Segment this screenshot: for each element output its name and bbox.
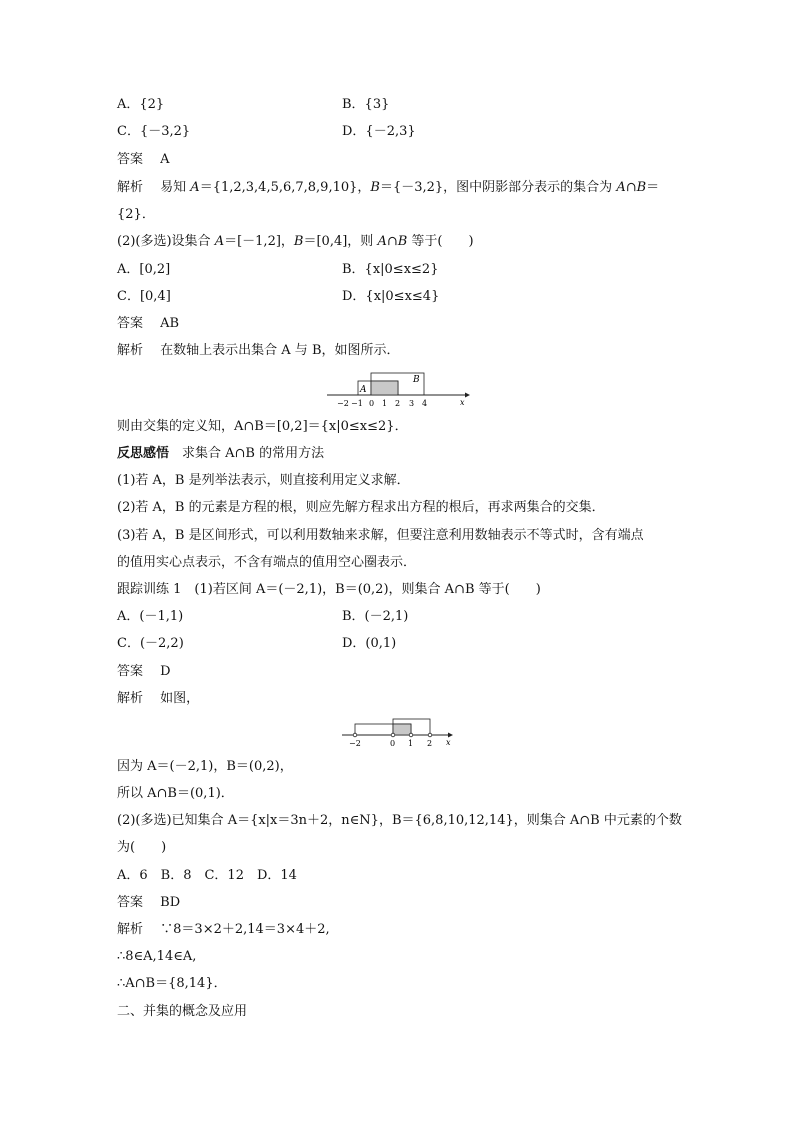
reflection-subtitle: 求集合 A∩B 的常用方法 xyxy=(169,446,325,461)
axis-label: x xyxy=(460,398,465,407)
q2-stem xyxy=(117,233,474,251)
answer-label: 答案 xyxy=(117,316,144,331)
practice-analysis xyxy=(117,690,199,708)
intersection-shade xyxy=(371,381,398,395)
text: ＝[－1,2]， xyxy=(224,234,294,249)
practice-option-c: C．(－2,2) xyxy=(117,636,184,651)
q2-analysis xyxy=(117,342,400,360)
open-endpoint xyxy=(428,733,432,737)
analysis-label: 解析 xyxy=(117,691,144,706)
text: (2)(多选)设集合 xyxy=(117,234,215,249)
tick-label: 2 xyxy=(395,399,401,408)
axis-label: x xyxy=(446,738,451,747)
reflection-point-3a: (3)若 A，B 是区间形式，可以利用数轴来求解，但要注意利用数轴表示不等式时，含有端点 xyxy=(117,528,644,543)
tick-label: −2 xyxy=(349,739,361,748)
practice-stem: 跟踪训练 1 (1)若区间 A＝(－2,1)，B＝(0,2)，则集合 A∩B 等于( ) xyxy=(117,582,541,597)
label-a: A xyxy=(360,385,367,395)
tick-label: 2 xyxy=(427,739,433,748)
text: A xyxy=(190,180,200,195)
reflection-point-1: (1)若 A，B 是列举法表示，则直接利用定义求解． xyxy=(117,473,410,488)
q2-option-d: D．{x|0≤x≤4} xyxy=(342,289,440,304)
axis-arrow xyxy=(465,393,470,398)
tick-label: −2 xyxy=(337,399,349,408)
text: ＝{－3,2}，图中阴影部分表示的集合为 xyxy=(379,180,617,195)
reflection-point-2: (2)若 A，B 的元素是方程的根，则应先解方程求出方程的根后，再求两集合的交集． xyxy=(117,500,605,515)
practice-q2-stem-b: 为( ) xyxy=(117,840,167,855)
practice-option-a: A．(－1,1) xyxy=(117,609,184,624)
q2-option-a: A．[0,2] xyxy=(117,262,171,277)
number-line-figure-2 xyxy=(340,715,460,751)
tick-label: −1 xyxy=(351,399,363,408)
text: 易知 xyxy=(160,180,191,195)
answer-value: A xyxy=(160,152,170,167)
practice-q2-analysis-2: ∴8∈A,14∈A, xyxy=(117,949,197,964)
q1-option-a: A．{2} xyxy=(117,97,165,112)
tick-label: 1 xyxy=(408,739,414,748)
text: ＝[0,4]，则 xyxy=(303,234,378,249)
section-heading: 二、并集的概念及应用 xyxy=(117,1004,248,1019)
axis-arrow xyxy=(448,733,453,738)
q1-answer xyxy=(117,151,170,169)
text: A∩B xyxy=(616,180,647,195)
practice-line-2: 所以 A∩B＝(0,1)． xyxy=(117,786,234,801)
practice-q2-stem-a: (2)(多选)已知集合 A＝{x|x＝3n＋2，n∈N}，B＝{6,8,10,12,14}，则集合 A∩B 中元素的个数 xyxy=(117,813,682,828)
tick-label: 1 xyxy=(382,399,388,408)
text: A∩B xyxy=(377,234,408,249)
open-endpoint xyxy=(409,733,413,737)
practice-q2-analysis-3: ∴A∩B＝{8,14}． xyxy=(117,976,227,991)
answer-label: 答案 xyxy=(117,895,144,910)
practice-q2-analysis xyxy=(117,921,330,939)
text: B xyxy=(293,234,304,249)
tick-label: 4 xyxy=(422,399,428,408)
practice-line-1: 因为 A＝(－2,1)，B＝(0,2)， xyxy=(117,759,293,774)
practice-option-d: D．(0,1) xyxy=(342,636,397,651)
open-endpoint xyxy=(353,733,357,737)
text: ＝ xyxy=(646,180,660,195)
answer-value: BD xyxy=(160,895,181,910)
reflection-title xyxy=(117,445,324,463)
practice-q2-answer xyxy=(117,894,180,912)
intersection-shade xyxy=(393,724,411,735)
text: 等于( ) xyxy=(407,234,474,249)
tick-label: 0 xyxy=(369,399,375,408)
q2-option-b: B．{x|0≤x≤2} xyxy=(342,262,439,277)
analysis-label: 解析 xyxy=(117,922,144,937)
text: B xyxy=(370,180,380,195)
q1-option-d: D．{－2,3} xyxy=(342,124,416,139)
q2-conclusion: 则由交集的定义知，A∩B＝[0,2]＝{x|0≤x≤2}． xyxy=(117,419,408,434)
analysis-label: 解析 xyxy=(117,343,144,358)
practice-q2-options: A．6 B．8 C．12 D．14 xyxy=(117,868,297,883)
reflection-point-3b: 的值用实心点表示，不含有端点的值用空心圈表示． xyxy=(117,555,417,570)
practice-option-b: B．(－2,1) xyxy=(342,609,409,624)
tick-label: 0 xyxy=(390,739,396,748)
q2-answer xyxy=(117,315,179,333)
q2-option-c: C．[0,4] xyxy=(117,289,171,304)
number-line-figure-1 xyxy=(325,369,475,411)
q1-option-b: B．{3} xyxy=(342,97,390,112)
practice-answer xyxy=(117,663,171,681)
analysis-text: ∵8＝3×2＋2,14＝3×4＋2, xyxy=(160,922,330,937)
q1-analysis-line2: {2}． xyxy=(117,207,155,222)
analysis-label: 解析 xyxy=(117,180,144,195)
analysis-text: 在数轴上表示出集合 A 与 B，如图所示． xyxy=(160,343,400,358)
reflection-heading: 反思感悟 xyxy=(117,446,170,461)
answer-label: 答案 xyxy=(117,152,144,167)
answer-value: D xyxy=(160,664,171,679)
answer-label: 答案 xyxy=(117,664,144,679)
q1-analysis-line1 xyxy=(117,179,659,197)
text: A xyxy=(214,234,225,249)
answer-value: AB xyxy=(160,316,180,331)
open-endpoint xyxy=(391,733,395,737)
tick-label: 3 xyxy=(409,399,415,408)
analysis-text: 如图， xyxy=(160,691,200,706)
label-b: B xyxy=(413,375,420,385)
text: ＝{1,2,3,4,5,6,7,8,9,10}， xyxy=(199,180,371,195)
q1-option-c: C．{－3,2} xyxy=(117,124,191,139)
